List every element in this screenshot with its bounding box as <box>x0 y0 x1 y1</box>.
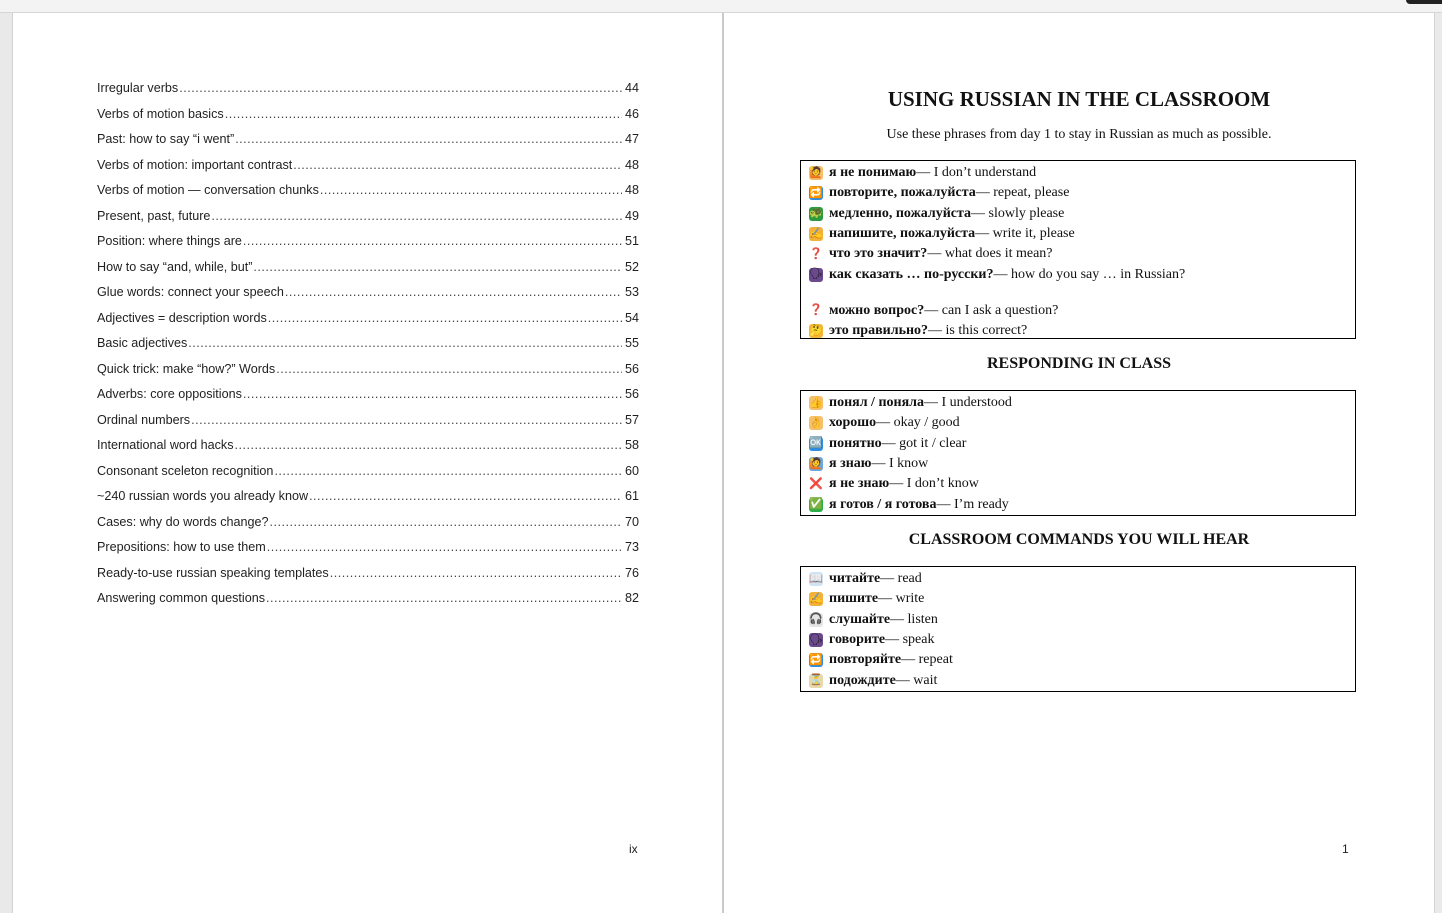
toc-entry-title: Basic adjectives <box>97 336 188 350</box>
repeat-icon: 🔁 <box>809 653 823 666</box>
toc-entry-title: Irregular verbs <box>97 81 179 95</box>
toc-dot-leader <box>274 464 622 478</box>
toc-entry-page: 60 <box>624 463 639 478</box>
writing-hand-icon: ✍ <box>809 227 823 240</box>
ok-button-icon: 🆗 <box>809 437 823 450</box>
table-of-contents <box>97 81 639 617</box>
toc-entry-title: Adverbs: core oppositions <box>97 387 242 401</box>
toc-entry-page: 57 <box>624 412 639 427</box>
russian-phrase: понятно <box>829 435 882 451</box>
phrase-row <box>809 610 1347 630</box>
toc-entry-title: Prepositions: how to use them <box>97 540 266 554</box>
classroom-phrases-box <box>800 160 1356 339</box>
toc-entry-title: Past: how to say “i went” <box>97 132 235 146</box>
toc-dot-leader <box>320 183 622 197</box>
open-book-icon: 📖 <box>809 572 823 585</box>
toc-entry-title: Answering common questions <box>97 591 265 605</box>
toc-dot-leader <box>266 591 622 605</box>
toc-dot-leader <box>268 311 622 325</box>
toc-dot-leader <box>179 81 622 95</box>
russian-phrase: как сказать … по-русски? <box>829 266 994 282</box>
russian-phrase: читайте <box>829 571 881 587</box>
phrase-row <box>809 264 1347 284</box>
page-classroom-phrases <box>724 13 1434 913</box>
phrase-row <box>809 301 1347 321</box>
toc-entry-title: International word hacks <box>97 438 234 452</box>
english-translation: — is this correct? <box>928 323 1028 339</box>
toc-dot-leader <box>276 362 622 376</box>
check-mark-icon: ✅ <box>809 498 823 511</box>
toc-dot-leader <box>293 158 622 172</box>
toc-dot-leader <box>235 438 622 452</box>
phrase-row <box>809 244 1347 264</box>
russian-phrase: слушайте <box>829 611 891 627</box>
toc-entry-page: 58 <box>624 438 639 452</box>
toc-entry-page: 54 <box>624 310 639 325</box>
hourglass-icon: ⏳ <box>809 674 823 687</box>
toc-entry[interactable] <box>97 566 639 592</box>
toc-entry-page: 44 <box>624 81 639 95</box>
phrase-row <box>809 413 1347 433</box>
toc-dot-leader <box>235 132 622 146</box>
toc-entry[interactable] <box>97 81 639 107</box>
toc-entry-title: Verbs of motion — conversation chunks <box>97 183 319 197</box>
russian-phrase: пишите <box>829 591 879 607</box>
toc-entry[interactable] <box>97 132 639 158</box>
headphones-icon: 🎧 <box>809 613 823 626</box>
toc-entry-page: 56 <box>624 361 639 376</box>
phrase-row <box>809 204 1347 224</box>
page-toc <box>12 13 722 913</box>
turtle-icon: 🐢 <box>809 207 823 220</box>
english-translation: — I don’t understand <box>916 165 1037 181</box>
toc-dot-leader <box>285 285 622 299</box>
english-translation: — read <box>880 571 922 587</box>
toc-dot-leader <box>309 489 622 503</box>
toc-dot-leader <box>270 515 622 529</box>
english-translation: — wait <box>895 672 938 688</box>
phrase-row <box>809 224 1347 244</box>
russian-phrase: что это значит? <box>829 246 928 262</box>
english-translation: — okay / good <box>876 415 960 431</box>
toc-entry-title: Verbs of motion: important contrast <box>97 157 293 172</box>
toc-dot-leader <box>267 540 622 554</box>
toc-entry-page: 52 <box>624 259 639 274</box>
toc-entry[interactable] <box>97 515 639 541</box>
english-translation: — listen <box>890 611 938 627</box>
phrase-row <box>809 670 1347 690</box>
toc-entry-title: Present, past, future <box>97 208 211 223</box>
section-title-responding: RESPONDING IN CLASS <box>986 355 1172 372</box>
page-number-right: 1 <box>1342 842 1349 856</box>
phrase-row <box>809 474 1347 494</box>
toc-entry[interactable] <box>97 183 639 209</box>
responding-phrases-box <box>800 390 1356 516</box>
english-translation: — write <box>878 591 925 607</box>
toc-dot-leader <box>253 260 622 274</box>
toc-dot-leader <box>211 209 622 223</box>
toc-entry[interactable] <box>97 285 639 311</box>
phrase-row <box>809 393 1347 413</box>
toc-entry[interactable] <box>97 438 639 464</box>
writing-hand-icon: ✍ <box>809 592 823 605</box>
speaking-head-icon: 🗣 <box>809 633 823 646</box>
toc-entry-title: Cases: why do words change? <box>97 514 269 529</box>
toc-dot-leader <box>225 107 622 121</box>
phrase-row <box>809 569 1347 589</box>
english-translation: — I understood <box>924 395 1012 411</box>
english-translation: — got it / clear <box>881 435 967 451</box>
page-subtitle: Use these phrases from day 1 to stay in Russian as much as possible. <box>886 127 1272 142</box>
toc-entry[interactable] <box>97 540 639 566</box>
toc-entry-page: 46 <box>624 106 639 121</box>
window-corner-control[interactable] <box>1406 0 1442 4</box>
toc-entry-page: 51 <box>624 234 639 248</box>
english-translation: — I don’t know <box>889 476 979 492</box>
toc-entry-title: Position: where things are <box>97 234 242 248</box>
toc-entry-title: Adjectives = description words <box>97 310 267 325</box>
toc-entry-page: 47 <box>624 132 639 146</box>
toc-entry-page: 73 <box>624 540 639 554</box>
toc-entry[interactable] <box>97 591 639 617</box>
toc-entry-page: 76 <box>624 565 639 580</box>
phrase-row <box>809 321 1347 341</box>
toc-entry[interactable] <box>97 413 639 439</box>
russian-phrase: повторите, пожалуйста <box>829 185 976 201</box>
thumbs-up-icon: 👍 <box>809 396 823 409</box>
toc-entry-page: 49 <box>624 208 639 223</box>
phrase-row <box>809 163 1347 183</box>
toc-entry-title: Glue words: connect your speech <box>97 285 284 299</box>
russian-phrase: я не знаю <box>829 476 890 492</box>
toc-entry[interactable] <box>97 260 639 286</box>
russian-phrase: я готов / я готова <box>829 496 937 512</box>
toc-entry-page: 53 <box>624 285 639 299</box>
english-translation: — speak <box>885 632 935 648</box>
toc-entry[interactable] <box>97 336 639 362</box>
cross-mark-icon: ❌ <box>809 477 823 490</box>
toc-entry[interactable] <box>97 387 639 413</box>
english-translation: — repeat <box>901 652 953 668</box>
russian-phrase: говорите <box>829 632 886 648</box>
toc-dot-leader <box>243 234 622 248</box>
toc-entry[interactable] <box>97 158 639 184</box>
english-translation: — how do you say … in Russian? <box>993 266 1186 282</box>
section-title-commands: CLASSROOM COMMANDS YOU WILL HEAR <box>908 531 1250 548</box>
toc-entry-title: Consonant sceleton recognition <box>97 463 274 478</box>
toc-dot-leader <box>243 387 622 401</box>
thinking-face-icon: 🤔 <box>809 324 823 337</box>
english-translation: — I’m ready <box>936 496 1009 512</box>
toc-entry[interactable] <box>97 107 639 133</box>
russian-phrase: напишите, пожалуйста <box>829 226 976 242</box>
phrase-row <box>809 434 1347 454</box>
russian-phrase: можно вопрос? <box>829 302 925 318</box>
english-translation: — can I ask a question? <box>924 302 1059 318</box>
question-mark-icon: ❓ <box>809 247 823 260</box>
toc-entry-page: 70 <box>624 514 639 529</box>
raising-hand-icon: 🙋 <box>809 457 823 470</box>
viewer-top-edge <box>0 0 1442 13</box>
toc-entry-title: Ready-to-use russian speaking templates <box>97 565 329 580</box>
russian-phrase: медленно, пожалуйста <box>829 205 972 221</box>
phrase-row <box>809 589 1347 609</box>
toc-entry[interactable] <box>97 362 639 388</box>
russian-phrase: хорошо <box>829 415 877 431</box>
toc-dot-leader <box>188 336 622 350</box>
russian-phrase: это правильно? <box>829 323 929 339</box>
toc-entry[interactable] <box>97 209 639 235</box>
toc-entry[interactable] <box>97 311 639 337</box>
russian-phrase: повторяйте <box>829 652 902 668</box>
raising-hand-icon: 🙋 <box>809 166 823 179</box>
toc-dot-leader <box>330 566 622 580</box>
toc-entry[interactable] <box>97 234 639 260</box>
phrase-row <box>809 454 1347 474</box>
toc-entry-title: ~240 russian words you already know <box>97 489 309 503</box>
phrase-row <box>809 183 1347 203</box>
russian-phrase: понял / поняла <box>829 395 925 411</box>
russian-phrase: я знаю <box>829 456 872 472</box>
toc-entry-page: 61 <box>624 489 639 503</box>
english-translation: — I know <box>871 456 929 472</box>
toc-entry[interactable] <box>97 464 639 490</box>
page-number-left: ix <box>629 842 638 856</box>
question-mark-icon: ❓ <box>809 304 823 317</box>
phrase-row <box>809 630 1347 650</box>
toc-entry-title: Ordinal numbers <box>97 412 191 427</box>
toc-entry-page: 48 <box>624 157 639 172</box>
speaking-head-icon: 🗣 <box>809 268 823 281</box>
russian-phrase: я не понимаю <box>829 165 917 181</box>
toc-entry-page: 55 <box>624 336 639 350</box>
toc-dot-leader <box>191 413 622 427</box>
toc-entry-title: Quick trick: make “how?” Words <box>97 361 276 376</box>
toc-entry[interactable] <box>97 489 639 515</box>
page-title: USING RUSSIAN IN THE CLASSROOM <box>887 87 1271 111</box>
english-translation: — repeat, please <box>975 185 1070 201</box>
commands-phrases-box <box>800 566 1356 692</box>
toc-entry-title: How to say “and, while, but” <box>97 259 253 274</box>
ok-hand-icon: 👌 <box>809 416 823 429</box>
toc-entry-page: 48 <box>624 183 639 197</box>
toc-entry-title: Verbs of motion basics <box>97 106 224 121</box>
english-translation: — what does it mean? <box>927 246 1053 262</box>
english-translation: — slowly please <box>971 205 1065 221</box>
russian-phrase: подождите <box>829 672 896 688</box>
vertical-scrollbar[interactable] <box>1434 13 1442 913</box>
phrase-row <box>809 650 1347 670</box>
english-translation: — write it, please <box>975 226 1075 242</box>
phrase-row <box>809 494 1347 514</box>
toc-entry-page: 82 <box>624 591 639 605</box>
repeat-icon: 🔁 <box>809 186 823 199</box>
toc-entry-page: 56 <box>624 387 639 401</box>
